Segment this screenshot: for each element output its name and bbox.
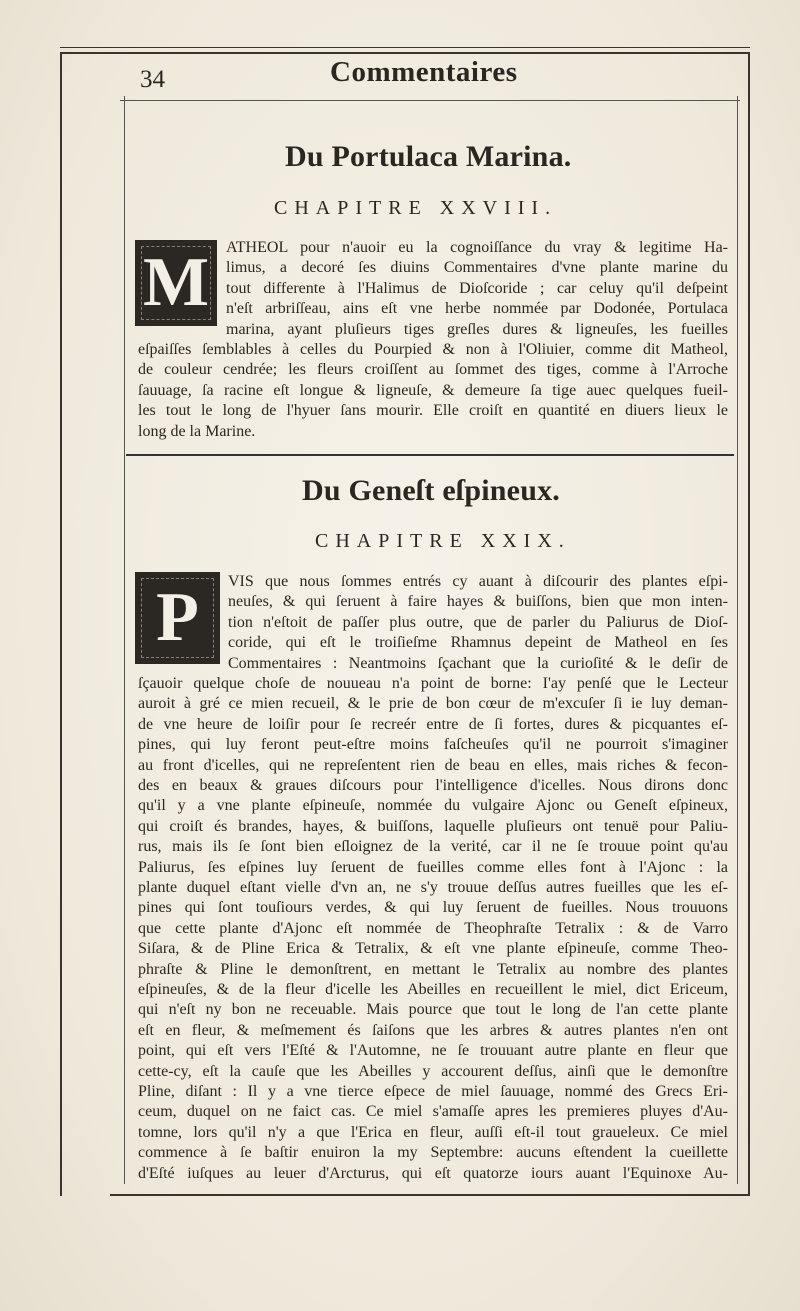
text-line: tomne, lors qu'il n'y a que l'Erica en fleur, auſſi eſt-il tout graueleux. Ce miel [138,1123,728,1141]
text-line: pines, qui luy feront peut-eſtre moins faſcheuſes qu'il ne pourroit s'imaginer [138,736,728,754]
section-divider-rule [126,454,734,456]
text-line: qu'il y a vne plante eſpineuſe, nommée du vulgaire Ajonc ou Geneſt eſpineux, [138,797,728,815]
text-line: Siſara, & de Pline Erica & Tetralix, & eſt vne plante eſpineuſe, comme Theo- [138,940,728,958]
text-line: Pline, diſant : Il y a vne tierce eſpece de miel ſauuage, nommé des Grecs Eri- [138,1083,728,1100]
text-line: Commentaires : Neantmoins ſçachant que la curioſité & le deſir de [228,654,728,672]
text-line: qui n'eſt ny bon ne receuable. Mais pource que tout le long de l'an cette plante [138,1001,728,1019]
text-line: limus, a decoré ſes diuins Commentaires d'vne plante marine du [226,259,728,277]
text-line: les tout le long de l'hyuer ſans mourir. Elle croiſt en quantité en diuers lieux le [138,402,728,420]
chapter-heading-28: CHAPITRE XXVIII. [274,197,558,219]
section-title-geneste: Du Geneſt eſpineux. [302,474,560,507]
text-line: eſt en fleur, & meſmement és ſaiſons que les arbres & autres plantes n'en ont [138,1021,728,1039]
inner-top-rule [120,100,740,101]
text-line: de couleur cendrée; les fleurs croiſſent au ſommet des tiges, comme à l'Arroche [138,361,728,379]
text-line: ſçauoir quelque choſe de nouueau n'a point de borne: I'ay penſé que le Lecteur [138,675,728,692]
text-line: tion n'eſtoit de paſſer plus outre, que de parler du Paliurus de Dioſ- [228,613,728,631]
text-line: des en beaux & graues diſcours pour l'intelligence d'icelles. Nous dirons donc [138,777,728,794]
text-line: n'eſt arbriſſeau, ains eſt vne herbe nommée par Dodonée, Portulaca [226,300,728,318]
text-line: neuſes, & qui ſeruent à faire hayes & buiſſons, bien que mon inten- [228,593,728,611]
text-line: au front d'icelles, qui ne repreſentent rien de beau en elles, mais riches & fecon- [138,756,728,774]
text-line: marina, ayant pluſieurs tiges greſles dures & ligneuſes, les fueilles [226,320,728,338]
text-line: ſauuage, ſa racine eſt longue & ligneuſe, & demeure ſa tige auec quelques fueil- [138,381,728,399]
text-line: ceum, duquel on ne faict cas. Ce miel s'amaſſe apres les premieres pluyes d'Au- [138,1103,728,1121]
text-line: qui croiſt és brandes, hayes, & buiſſons, laquelle pluſieurs ont tenuë pour Paliu- [138,817,728,835]
text-line: point, qui eſt vers l'Eſté & l'Automne, ne ſe trouuant autre plante en fleur que [138,1042,728,1060]
chapter-heading-29: CHAPITRE XXIX. [315,530,571,552]
text-line: que cette plante d'Ajonc eſt nommée de Theophraſte Tetralix : & de Varro [138,919,728,937]
text-line: VIS que nous ſommes entrés cy auant à diſcourir des plantes eſpi- [228,573,728,590]
page-number: 34 [140,66,165,93]
text-line: rus, mais ils ſe ſont bien eſloignez de la verité, car il ne ſe trouue point qu'au [138,838,728,856]
decorated-initial-m: M [135,240,217,326]
text-line: plante duquel eſtant vielle d'vn an, ne s'y trouue deſſus autres fueilles que les eſ- [138,879,728,896]
text-line: long de la Marine. [138,422,256,440]
text-line: auroit à gré ce mien recueil, & le prie de bon cœur de m'excuſer ſi ie luy deman- [138,695,728,713]
bottom-rule [110,1194,750,1196]
text-line: de vne heure de loiſir pour ſe recreér entre de ſi fortes, dures & picquantes eſ- [138,715,728,733]
decorated-initial-p: P [135,572,220,664]
text-line: d'Eſté iuſques au leuer d'Arcturus, qui eſt quatorze iours auant l'Equinoxe Au- [138,1164,728,1182]
top-rule [60,47,750,48]
running-title: Commentaires [330,56,518,88]
section-title-portulaca: Du Portulaca Marina. [285,140,572,173]
text-line: phraſte & Pline le demonſtrent, en mettant le Tetralix au nombre des plantes [138,960,728,978]
text-line: coride, qui eſt le troiſieſme Rhamnus depeint de Matheol en ſes [228,634,728,652]
text-line: pines qui ſont touſiours verdes, & qui luy ſeruent de fueilles. Nous trouuons [138,899,728,917]
text-line: ATHEOL pour n'auoir eu la cognoiſſance du vray & legitime Ha- [226,239,728,256]
text-line: commence à ſe baſtir enuiron la my Septembre: aucuns eſtendent la cueillette [138,1144,728,1162]
text-line: tout differente à l'Halimus de Dioſcoride ; car celuy qu'il deſpeint [226,279,728,297]
text-line: Paliurus, ſes eſpines luy ſeruent de fueilles comme elles font à l'Ajonc : la [138,858,728,876]
text-line: cette-cy, eſt la cauſe que les Abeilles y accourent deſſus, ainſi que le demonſtre [138,1062,728,1080]
text-line: eſpineuſes, & de la fleur d'icelle les Abeilles en recueillent le miel, dict Ericeum, [138,981,728,998]
text-line: eſpaiſſes ſemblables à celles du Pourpied & non à l'Oliuier, comme dit Matheol, [138,341,728,358]
